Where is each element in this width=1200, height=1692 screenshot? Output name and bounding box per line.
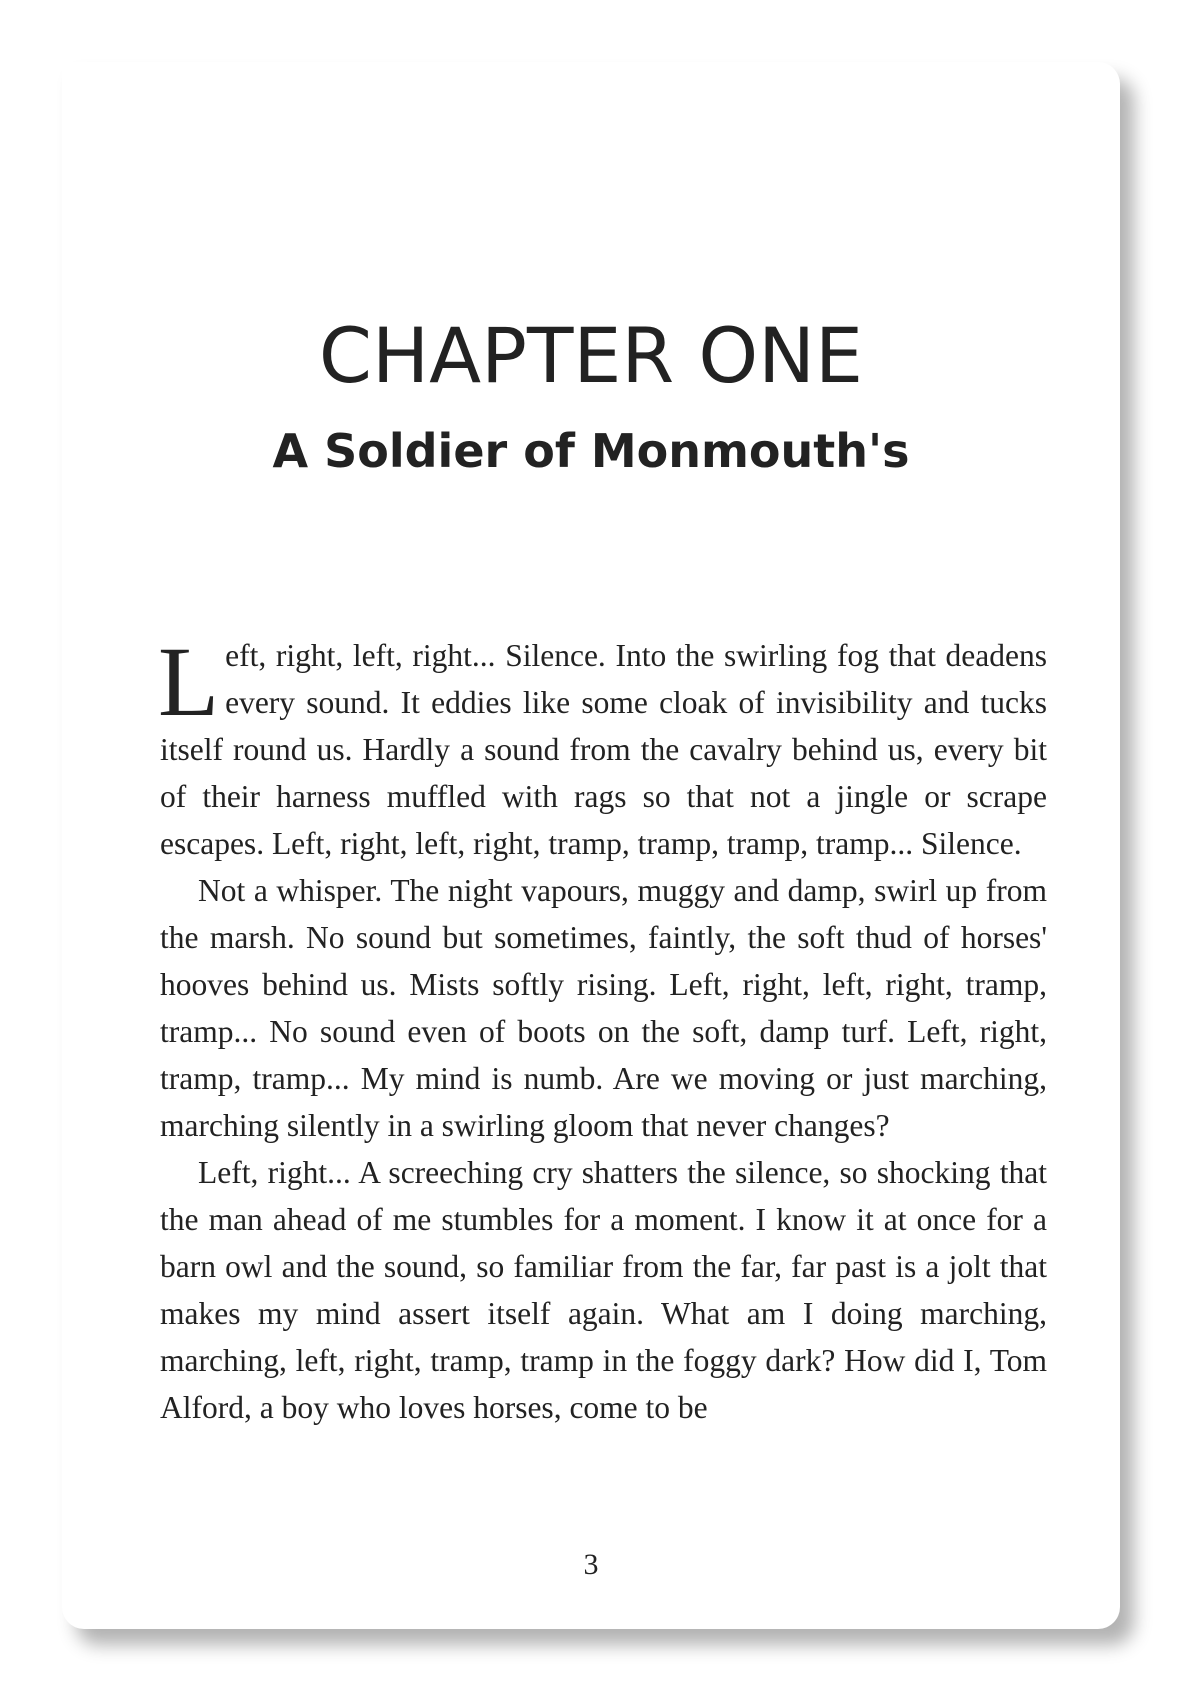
paragraph-2: Not a whisper. The night vapours, muggy and damp, swirl up from the marsh. No sound but sometimes, faintly, the soft thud of horses' hooves behind us. Mists softly rising. Left, right, left, right, tramp, tramp... No sound even of boots on the soft, damp turf. Left, right, tramp, tramp... My mind is numb. Are we moving or just marching, marching silently in a swirling gloom that never changes? bbox=[160, 873, 1047, 1143]
paragraph-1-text: eft, right, left, right... Silence. Into the swirling fog that deadens every sound. It eddies like some cloak of invisibility and tucks itself round us. Hardly a sound from the cavalry behind us, every bit of their harness muffled with rags so that not a jingle or scrape escapes. Left, right, left, right, tramp, tramp, tramp, tramp... Silence. bbox=[160, 638, 1047, 861]
paragraph-3: Left, right... A screeching cry shatters the silence, so shocking that the man ahead of me stumbles for a moment. I know it at once for a barn owl and the sound, so familiar from the far, far past is a jolt that makes my mind assert itself again. What am I doing marching, marching, left, right, tramp, tramp in the foggy dark? How did I, Tom Alford, a boy who loves horses, come to be bbox=[160, 1155, 1047, 1425]
page-number: 3 bbox=[583, 1548, 599, 1581]
book-page bbox=[62, 62, 1120, 1629]
chapter-subtitle: A Soldier of Monmouth's bbox=[272, 424, 910, 478]
chapter-body bbox=[158, 626, 1047, 1431]
chapter-title: CHAPTER ONE bbox=[318, 311, 864, 400]
paragraph-1 bbox=[158, 626, 1047, 867]
drop-cap: L bbox=[158, 626, 220, 737]
